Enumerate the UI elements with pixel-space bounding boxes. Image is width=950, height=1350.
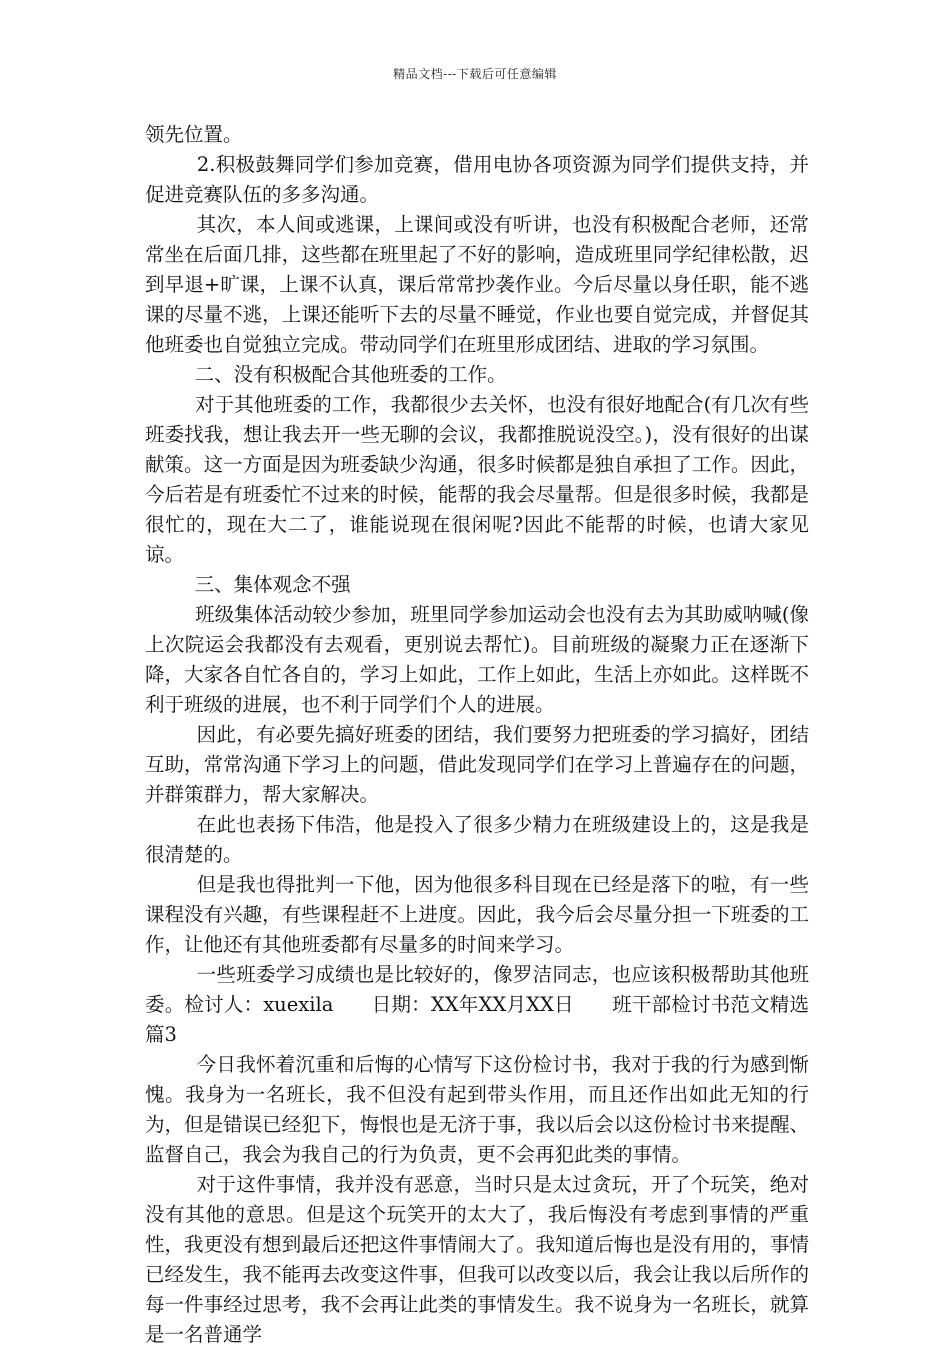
paragraph-criticism: 但是我也得批判一下他，因为他很多科目现在已经是落下的啦，有一些课程没有兴趣，有些课程赶不上进度。因此，我今后会尽量分担一下班委的工作，让他还有其他班委都有尽量多的时间来学习。 [145,873,809,956]
document-body [145,120,809,1350]
section-heading-2: 二、没有积极配合其他班委的工作。 [145,363,507,386]
paragraph-signature: 一些班委学习成绩也是比较好的，像罗洁同志，也应该积极帮助其他班委。检讨人：xuexila 日期：XX年XX月XX日 班干部检讨书范文精选篇3 [145,963,809,1046]
section-heading-3: 三、集体观念不强 [145,573,351,596]
paragraph-lead-in: 领先位置。 [145,123,243,146]
page-header: 精品文档---下载后可任意编辑 [393,67,557,81]
paragraph-collective: 班级集体活动较少参加，班里同学参加运动会也没有去为其助威呐喊(像上次院运会我都没有去观看，更别说去帮忙)。目前班级的凝聚力正在逐渐下降，大家各自忙各自的，学习上如此，工作上如此，生活上亦如此。这样既不利于班级的进展，也不利于同学们个人的进展。 [145,603,809,716]
paragraph-letter-3-body: 对于这件事情，我并没有恶意，当时只是太过贪玩，开了个玩笑，绝对没有其他的意思。但是这个玩笑开的太大了，我后悔没有考虑到事情的严重性，我更没有想到最后还把这件事情闹大了。我知道后悔也是没有用的，事情已经发生，我不能再去改变这件事，但我可以改变以后，我会让我以后所作的每一件事经过思考，我不会再让此类的事情发生。我不说身为一名班长，就算是一名普通学 [145,1173,809,1346]
paragraph-secondly: 其次，本人间或逃课，上课间或没有听讲，也没有积极配合老师，还常常坐在后面几排，这些都在班里起了不好的影响，造成班里同学纪律松散，迟到早退+旷课，上课不认真，课后常常抄袭作业。今后尽量以身任职，能不逃课的尽量不逃，上课还能听下去的尽量不睡觉，作业也要自觉完成，并督促其他班委也自觉独立完成。带动同学们在班里形成团结、进取的学习氛围。 [145,213,809,356]
paragraph-letter-3-intro: 今日我怀着沉重和后悔的心情写下这份检讨书，我对于我的行为感到惭愧。我身为一名班长，我不但没有起到带头作用，而且还作出如此无知的行为，但是错误已经犯下，悔恨也是无济于事，我以后会以这份检讨书来提醒、监督自己，我会为我自己的行为负责，更不会再犯此类的事情。 [145,1053,809,1166]
paragraph-item-2: 2.积极鼓舞同学们参加竞赛，借用电协各项资源为同学们提供支持，并促进竞赛队伍的多多沟通。 [145,153,810,206]
paragraph-therefore: 因此，有必要先搞好班委的团结，我们要努力把班委的学习搞好，团结互助，常常沟通下学习上的问题，借此发现同学们在学习上普遍存在的问题，并群策群力，帮大家解决。 [145,723,809,806]
paragraph-praise: 在此也表扬下伟浩，他是投入了很多少精力在班级建设上的，这是我是很清楚的。 [145,813,809,866]
paragraph-cooperation: 对于其他班委的工作，我都很少去关怀，也没有很好地配合(有几次有些班委找我，想让我去开一些无聊的会议，我都推脱说没空。)，没有很好的出谋献策。这一方面是因为班委缺少沟通，很多时候都是独自承担了工作。因此，今后若是有班委忙不过来的时候，能帮的我会尽量帮。但是很多时候，我都是很忙的，现在大二了，谁能说现在很闲呢?因此不能帮的时候，也请大家见谅。 [145,393,809,566]
